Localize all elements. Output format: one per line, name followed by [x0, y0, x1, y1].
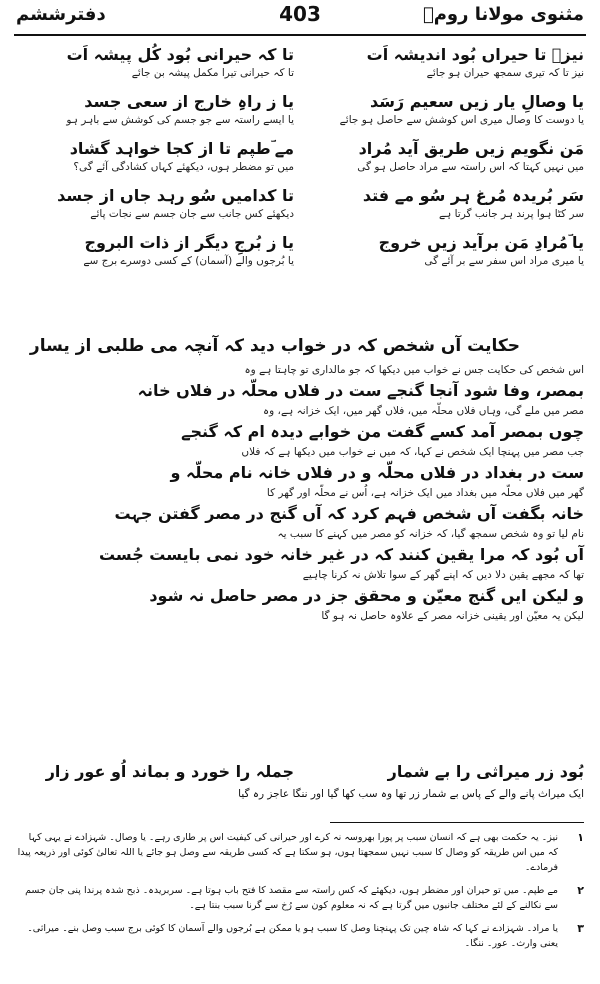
verse-section [16, 44, 584, 330]
verse-text: تا کدامیں سُو رہد جاں از جسد [57, 186, 294, 205]
footnote [16, 921, 584, 951]
verse-translation: میں نہیں کہتا کہ اس راستہ سے مراد حاصل ہو گی [357, 161, 584, 173]
book-title: مثنوی مولانا رومؒ [422, 4, 584, 25]
verse-text: یا ز راہِ خارج از سعی جسد [84, 92, 294, 111]
couplet-left [16, 44, 294, 81]
couplet-left [16, 91, 294, 128]
verse-translation: سر کٹا ہوا پرند ہر جانب گرتا ہے [438, 208, 584, 220]
footnote-number: ۲ [577, 884, 584, 897]
footnote-divider [330, 822, 584, 823]
story-heading: حکایت آں شخص کہ در خواب دید کہ آنچہ می طلبی از یسار [29, 336, 520, 356]
couplet-right [306, 91, 584, 128]
verse-translation: میں تو مضطر ہوں، دیکھئے کہاں کشادگی آئے گی؟ [73, 161, 294, 173]
couplet-right [306, 44, 584, 81]
prose-verse-line: خانہ بگفت آں شخص فہم کرد کہ آں گنج در مصر گفتن جہت [114, 504, 584, 523]
verse-text: مَن نگویم زیں طریق آید مُراد [358, 139, 584, 158]
couplet [16, 232, 584, 279]
footnote [16, 830, 584, 875]
verse-translation: یا دوست کا وصال میری اس کوشش سے حاصل ہو جائے [339, 114, 584, 126]
prose-translation-line: لیکن یہ معیّن اور یقینی خزانہ مصر کے علاوہ حاصل نہ ہو گا [321, 610, 584, 622]
prose-verse-line: ست در بغداد در فلاں محلّہ و در فلاں خانہ نام محلّہ و [170, 463, 584, 482]
couplet-right [306, 138, 584, 175]
couplet-right [306, 185, 584, 222]
footnote-text: مے طپم۔ میں تو حیران اور مضطر ہوں، دیکھئے کہ کس راستہ سے مقصد کا فتح باب ہوتا ہے۔ سربریدہ۔ ذبح شدہ پرندا پنی جان جسم سے نکالنے کے لئے مختلف جانبوں میں گرتا ہے کہ نہ معلوم کون سے رُخ سے گرنا سبب بنتا ہے۔ [25, 885, 558, 911]
verse-text: یا ؔمُرادِ مَن برآید زیں خروج [378, 233, 584, 252]
couplet-left [16, 185, 294, 222]
prose-verse-line: آں بُود کہ مرا یقین کنند کہ در غیر خانہ خود نمی بایست جُست [98, 545, 584, 564]
verse-text: یا ز بُرجِ دیگر از ذات البروج [84, 233, 294, 252]
footnote-number: ۱ [577, 831, 584, 844]
verse-translation: دیکھئے کس جانب سے جان جسم سے نجات پائے [90, 208, 294, 220]
prose-section [70, 362, 584, 625]
verse-text: نیزؔ تا حیراں بُود اندیشہ اَت [366, 45, 584, 64]
couplet-left [16, 138, 294, 175]
verse-translation: ایک میراث پانے والے کے پاس بے شمار زر تھا وہ سب کھا گیا اور ننگا عاجز رہ گیا [238, 788, 584, 800]
prose-translation-line: تھا کہ مجھے یقین دلا دیں کہ اپنے گھر کے سوا تلاش نہ کرنا چاہیے [302, 569, 584, 581]
couplet-left [16, 232, 294, 269]
verse-text: بُود زر میراثی را بے شمار [387, 762, 584, 781]
verse-translation: یا میری مراد اس سفر سے بر آئے گی [424, 255, 584, 267]
header-divider [14, 34, 586, 36]
volume-title: دفترششم [16, 4, 106, 25]
verse-translation: یا بُرجوں والے (آسمان) کے کسی دوسرے برج سے [83, 255, 294, 267]
prose-translation-line: اس شخص کی حکایت جس نے خواب میں دیکھا کہ جو مالداری تو چاہتا ہے وہ [244, 364, 584, 376]
footnotes [16, 830, 584, 959]
couplet-right [306, 232, 584, 269]
footnote [16, 883, 584, 913]
page-header [0, 0, 600, 34]
couplet [16, 44, 584, 91]
prose-translation-line: نام لیا تو وہ شخص سمجھ گیا، کہ خزانہ کو مصر میں کہنے کا سبب یہ [277, 528, 584, 540]
verse-text: یا وصالِ یار زیں سعیم رَسَد [369, 92, 584, 111]
prose-translation-line: جب مصر میں پہنچا ایک شخص نے کہا، کہ میں نے خواب میں دیکھا ہے کہ فلاں [241, 446, 584, 458]
verse-text: جملہ را خورد و بماند اُو عور زار [45, 762, 294, 781]
verse-text: سَر بُریدہ مُرغ ہر سُو مے فتد [362, 186, 584, 205]
prose-verse-line: و لیکن ایں گنج معیّن و محقق جز در مصر حاصل نہ شود [149, 586, 584, 605]
prose-verse-line: بمصر، وفا شود آنجا گنجے ست در فلاں محلّہ در فلاں خانہ [137, 381, 584, 400]
page-number: 403 [279, 2, 321, 26]
couplet [16, 138, 584, 185]
final-couplet [16, 760, 584, 808]
prose-translation-line: مصر میں ملے گی، وہاں فلاں محلّہ میں، فلاں گھر میں، ایک خزانہ ہے، وہ [263, 405, 584, 417]
verse-translation: یا ایسے راستہ سے جو جسم کی کوشش سے باہر ہو [66, 114, 294, 126]
couplet [16, 91, 584, 138]
prose-translation-line: گھر میں فلاں محلّہ میں بغداد میں ایک خزانہ ہے، اُس نے محلّہ اور گھر کا [266, 487, 584, 499]
verse-translation: تا کہ حیرانی تیرا مکمل پیشہ بن جائے [131, 67, 294, 79]
couplet [16, 185, 584, 232]
footnote-text: نیز۔ یہ حکمت بھی ہے کہ انسان سبب پر پورا بھروسہ نہ کرے اور حیرانی کی کیفیت اس پر طاری رہے۔ یا وصال۔ شہزادے نے یہی کہا کہ میں اس طریقہ کو وصال کا سبب نہیں سمجھتا ہوں، ہو سکتا ہے کہ کسی طریقہ سے وصل ہو جائے یا اللہ تعالیٰ کوئی اور ذریعہ پیدا فرمادے۔ [17, 832, 558, 873]
footnote-number: ۳ [577, 922, 584, 935]
prose-verse-line: چوں بمصر آمد کسے گفت من خوابے دیدہ ام کہ گنجے [181, 422, 584, 441]
verse-translation: نیز تا کہ تیری سمجھ حیران ہو جائے [426, 67, 584, 79]
verse-text: مے ؔطپم تا از کجا خواہد گشاد [69, 139, 294, 158]
footnote-text: یا مراد۔ شہزادے نے کہا کہ شاہ چین تک پہنچنا وصل کا سبب ہو یا ممکن ہے بُرجوں والے آسمان کا کوئی برج سبب وصل بنے۔ میراثی۔ یعنی وارث۔ عور۔ ننگا۔ [27, 923, 558, 949]
verse-text: تا کہ حیرانی بُود کُل پیشہ اَت [66, 45, 294, 64]
